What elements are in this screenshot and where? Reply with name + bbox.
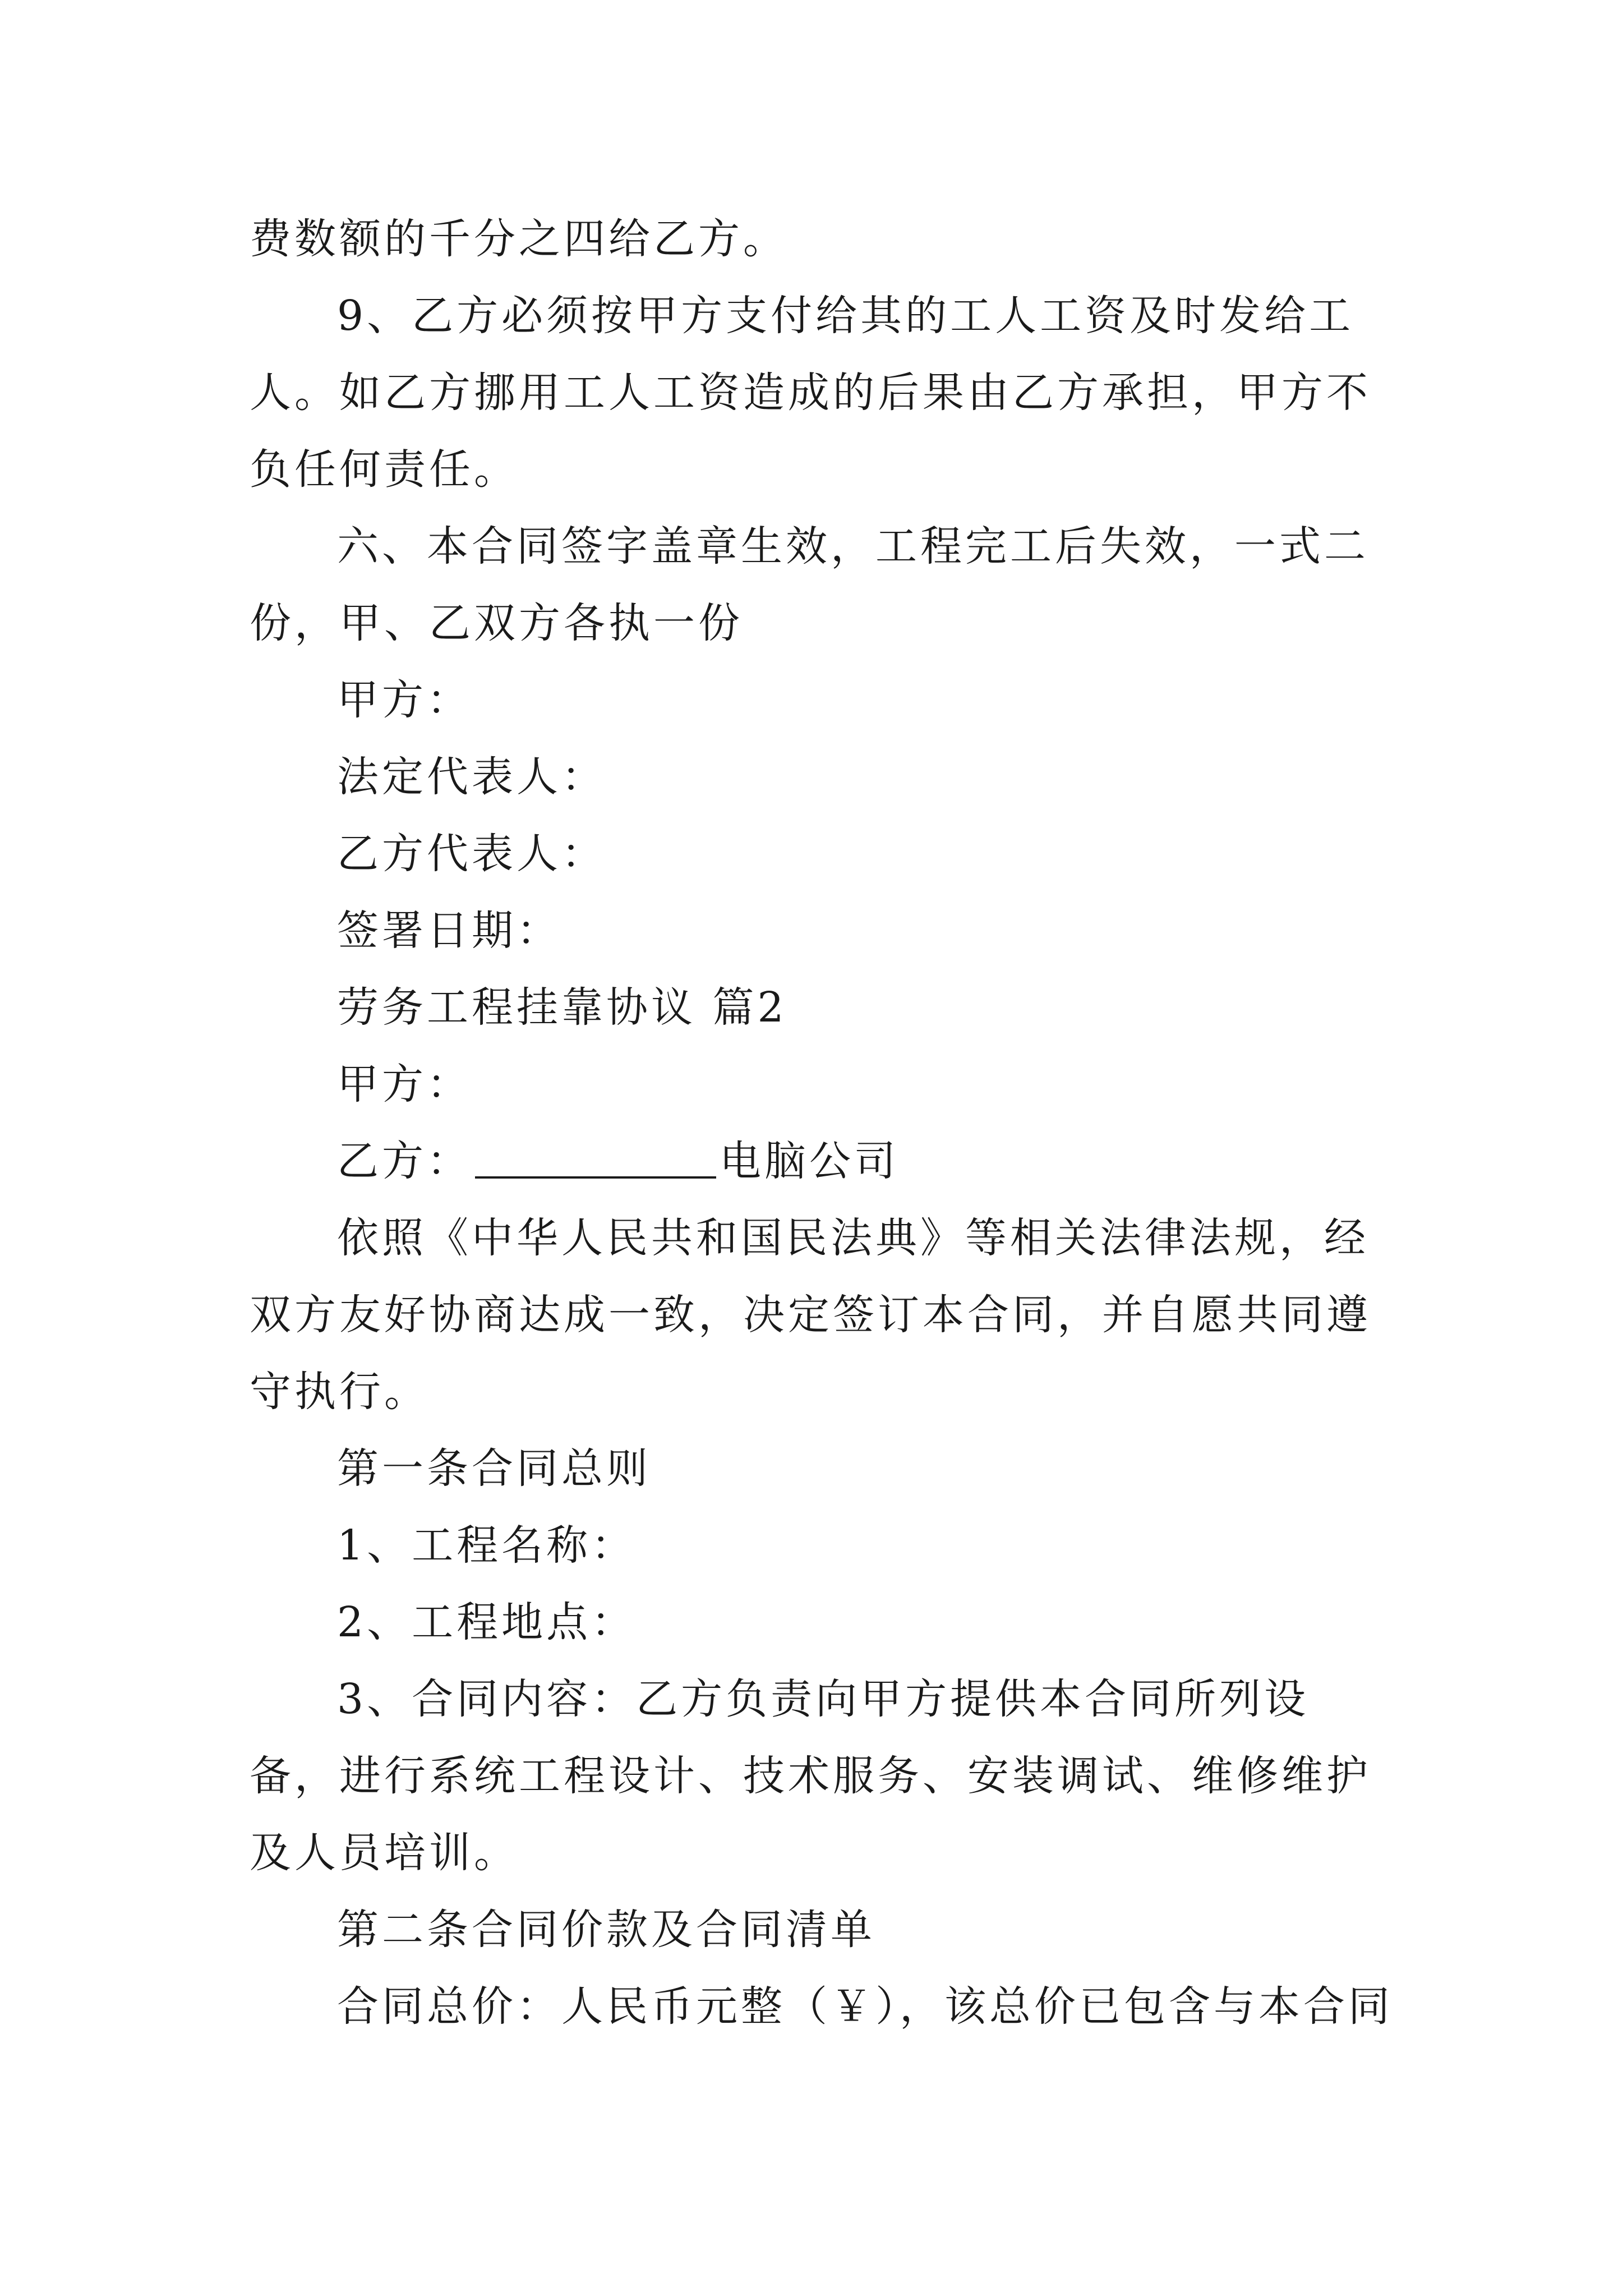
paragraph-article-6: 六、本合同签字盖章生效，工程完工后失效，一式二份，甲、乙双方各执一份 bbox=[250, 522, 1369, 647]
paragraph-fee-continuation: 费数额的千分之四给乙方。 bbox=[250, 215, 788, 263]
article-2-heading: 第二条合同价款及合同清单 bbox=[337, 1906, 875, 1954]
party-b-line bbox=[250, 1123, 1394, 1200]
document-body bbox=[250, 201, 1394, 2045]
article-1-heading: 第一条合同总则 bbox=[337, 1444, 651, 1493]
party-b-name-blank bbox=[475, 1137, 716, 1179]
paragraph-clause-9: 9、乙方必须按甲方支付给其的工人工资及时发给工人。如乙方挪用工人工资造成的后果由乙方承担，甲方不负任何责任。 bbox=[250, 292, 1371, 494]
section-heading-part-2: 劳务工程挂靠协议 篇2 bbox=[337, 983, 787, 1032]
paragraph-contract-content: 3、合同内容：乙方负责向甲方提供本合同所列设备，进行系统工程设计、技术服务、安装调试、维修维护及人员培训。 bbox=[250, 1675, 1371, 1877]
legal-representative-label: 法定代表人： bbox=[337, 753, 606, 801]
party-a-label: 甲方： bbox=[337, 676, 472, 724]
project-name-label: 1、工程名称： bbox=[337, 1521, 637, 1570]
paragraph-total-price: 合同总价：人民币元整（￥），该总价已包含与本合同 bbox=[337, 1982, 1393, 2031]
party-b-representative-label: 乙方代表人： bbox=[337, 830, 606, 878]
party-a-label-2: 甲方： bbox=[337, 1060, 472, 1108]
party-b-company-suffix: 电脑公司 bbox=[720, 1137, 899, 1185]
paragraph-legal-basis: 依照《中华人民共和国民法典》等相关法律法规，经双方友好协商达成一致，决定签订本合同，并自愿共同遵守执行。 bbox=[250, 1214, 1371, 1416]
project-location-label: 2、工程地点： bbox=[337, 1598, 637, 1646]
party-b-label: 乙方： bbox=[337, 1137, 472, 1185]
signing-date-label: 签署日期： bbox=[337, 907, 561, 955]
